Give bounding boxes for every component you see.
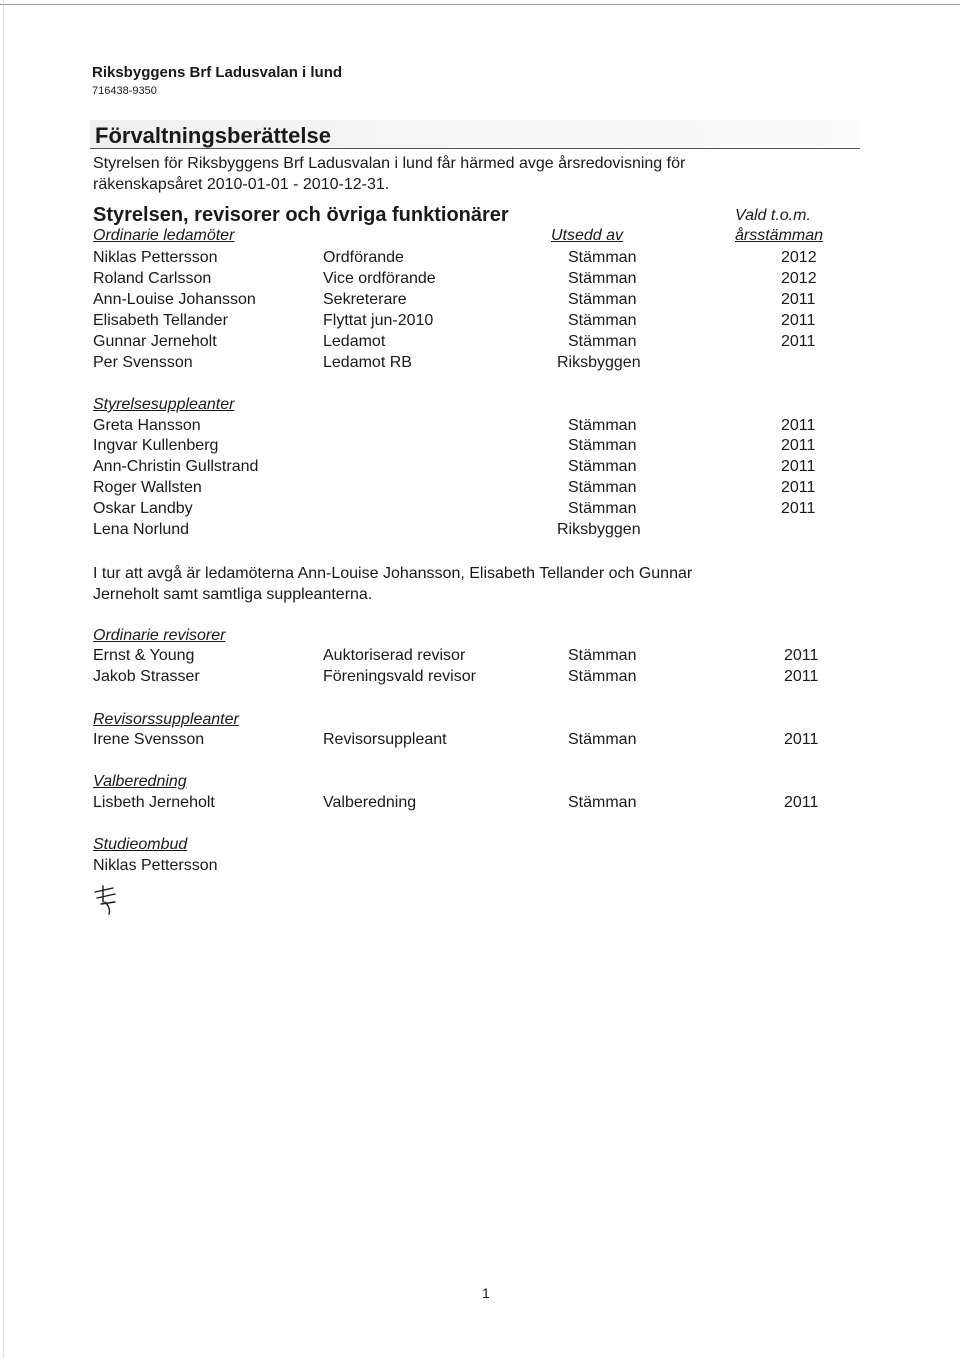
study-name: Niklas Pettersson (93, 857, 218, 874)
auditor-deputy-role: Revisorsuppleant (323, 731, 447, 748)
auditor-appointed-by: Stämman (568, 647, 637, 664)
member-name: Elisabeth Tellander (93, 312, 228, 329)
table-row (0, 249, 960, 270)
member-appointed-by: Stämman (568, 312, 637, 329)
deputy-name: Oskar Landby (93, 500, 193, 517)
nomination-role: Valberedning (323, 794, 417, 811)
board-header-row (0, 227, 960, 248)
table-row (0, 794, 960, 815)
table-row (0, 731, 960, 752)
auditor-deputies-heading: Revisorssuppleanter (93, 711, 239, 728)
member-name: Gunnar Jerneholt (93, 333, 217, 350)
member-until: 2012 (781, 270, 817, 287)
deputy-until: 2011 (781, 479, 816, 496)
member-until: 2012 (781, 249, 817, 266)
member-appointed-by: Stämman (568, 333, 637, 350)
member-name: Roland Carlsson (93, 270, 212, 287)
column-header-utsedd: Utsedd av (551, 227, 624, 244)
auditors-heading: Ordinarie revisorer (93, 627, 226, 644)
table-row (0, 312, 960, 333)
table-row (0, 270, 960, 291)
member-until: 2011 (781, 312, 816, 329)
deputy-until: 2011 (781, 417, 816, 434)
auditor-name: Jakob Strasser (93, 668, 200, 685)
organization-number: 716438-9350 (92, 85, 157, 97)
table-row (0, 521, 960, 542)
deputy-appointed-by: Stämman (568, 458, 637, 475)
member-role: Ledamot RB (323, 354, 412, 371)
member-role: Ordförande (323, 249, 404, 266)
deputy-appointed-by: Stämman (568, 479, 637, 496)
auditor-deputy-name: Irene Svensson (93, 731, 205, 748)
member-role: Vice ordförande (323, 270, 436, 287)
auditors-header-row (0, 627, 960, 648)
board-heading: Ordinarie ledamöter (93, 227, 235, 244)
nomination-heading: Valberedning (93, 773, 187, 790)
table-row (0, 500, 960, 521)
auditor-role: Auktoriserad revisor (323, 647, 466, 664)
rotation-note: I tur att avgå är ledamöterna Ann-Louise Johansson, Elisabeth Tellander och Gunnar Jerneholt samt samtliga suppleanterna. (93, 565, 693, 603)
column-header-vald: Vald t.o.m. (735, 207, 811, 224)
member-appointed-by: Stämman (568, 291, 637, 308)
nomination-appointed-by: Stämman (568, 794, 637, 811)
deputy-until: 2011 (781, 437, 816, 454)
member-name: Niklas Pettersson (93, 249, 218, 266)
table-row (0, 417, 960, 438)
member-appointed-by: Riksbyggen (557, 354, 641, 371)
scan-border-line (0, 4, 960, 5)
table-row (0, 291, 960, 312)
study-header-row (0, 836, 960, 857)
auditor-until: 2011 (784, 668, 819, 685)
auditor-name: Ernst & Young (93, 647, 195, 664)
member-until: 2011 (781, 333, 816, 350)
auditor-deputies-header-row (0, 711, 960, 732)
auditor-role: Föreningsvald revisor (323, 668, 476, 685)
deputy-appointed-by: Stämman (568, 500, 637, 517)
table-row (0, 647, 960, 668)
table-row (0, 857, 960, 878)
table-row (0, 668, 960, 689)
deputy-name: Ann-Christin Gullstrand (93, 458, 259, 475)
deputies-heading: Styrelsesuppleanter (93, 396, 235, 413)
member-role: Ledamot (323, 333, 386, 350)
member-role: Flyttat jun-2010 (323, 312, 434, 329)
section-heading: Styrelsen, revisorer och övriga funktionärer (93, 204, 509, 226)
nomination-name: Lisbeth Jerneholt (93, 794, 215, 811)
table-row (0, 479, 960, 500)
auditor-until: 2011 (784, 647, 819, 664)
member-appointed-by: Stämman (568, 270, 637, 287)
auditor-deputy-until: 2011 (784, 731, 819, 748)
nomination-header-row (0, 773, 960, 794)
deputy-until: 2011 (781, 500, 816, 517)
deputy-appointed-by: Stämman (568, 437, 637, 454)
intro-paragraph: Styrelsen för Riksbyggens Brf Ladusvalan i lund får härmed avge årsredovisning för räkenskapsåret 2010-01-01 - 2010-12-31. (93, 155, 686, 193)
auditor-deputy-appointed-by: Stämman (568, 731, 637, 748)
deputy-name: Ingvar Kullenberg (93, 437, 219, 454)
deputy-appointed-by: Stämman (568, 417, 637, 434)
study-heading: Studieombud (93, 836, 188, 853)
signature-initials (91, 882, 121, 916)
page-title: Förvaltningsberättelse (95, 123, 331, 148)
deputy-name: Greta Hansson (93, 417, 201, 434)
member-name: Ann-Louise Johansson (93, 291, 256, 308)
nomination-until: 2011 (784, 794, 819, 811)
column-header-arsstamman: årsstämman (735, 227, 824, 244)
table-row (0, 458, 960, 479)
member-until: 2011 (781, 291, 816, 308)
deputy-until: 2011 (781, 458, 816, 475)
table-row (0, 333, 960, 354)
table-row (0, 437, 960, 458)
deputy-appointed-by: Riksbyggen (557, 521, 641, 538)
auditor-appointed-by: Stämman (568, 668, 637, 685)
table-row (0, 354, 960, 375)
page-number: 1 (482, 1285, 490, 1301)
deputy-name: Lena Norlund (93, 521, 190, 538)
member-appointed-by: Stämman (568, 249, 637, 266)
member-role: Sekreterare (323, 291, 407, 308)
organization-name: Riksbyggens Brf Ladusvalan i lund (92, 64, 343, 81)
member-name: Per Svensson (93, 354, 193, 371)
deputy-name: Roger Wallsten (93, 479, 202, 496)
deputies-header-row (0, 396, 960, 417)
